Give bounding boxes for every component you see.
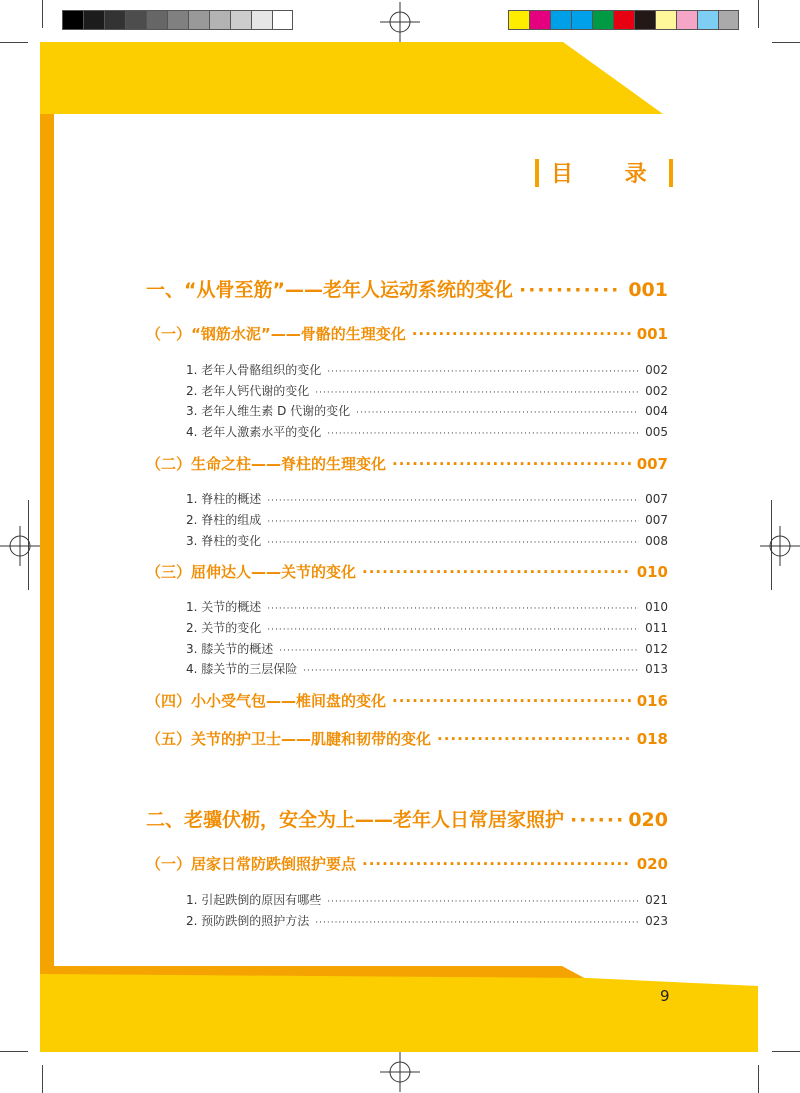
- calibration-swatch: [62, 10, 83, 30]
- toc-label: （二）生命之柱——脊柱的生理变化: [146, 455, 387, 473]
- toc-page: 007: [645, 513, 668, 527]
- toc-label: 二、老骥伏枥，安全为上——老年人日常居家照护: [146, 809, 565, 831]
- registration-mark-right: [760, 526, 800, 566]
- calibration-swatch: [230, 10, 251, 30]
- toc-page: 023: [645, 914, 668, 928]
- leader-dots: [279, 646, 639, 656]
- toc-page: 011: [645, 621, 668, 635]
- page-title: 目 录: [551, 162, 669, 187]
- toc-page: 002: [645, 384, 668, 398]
- toc-page: 020: [636, 855, 668, 873]
- calibration-swatch: [272, 10, 293, 30]
- calibration-swatch: [251, 10, 272, 30]
- crop-mark: [758, 1065, 759, 1093]
- toc-page: 001: [636, 325, 668, 343]
- grayscale-calibration-strip: [62, 10, 293, 30]
- leader-dots: [315, 388, 639, 398]
- calibration-swatch: [188, 10, 209, 30]
- toc-page: 018: [636, 730, 668, 748]
- toc-subsection[interactable]: [146, 728, 668, 749]
- leader-dots: [437, 730, 631, 748]
- toc-label: 3. 老年人维生素 D 代谢的变化: [186, 404, 351, 418]
- leader-dots: [315, 918, 639, 928]
- leader-dots: [267, 517, 639, 527]
- crop-mark: [0, 1051, 28, 1052]
- toc-subsection[interactable]: [146, 853, 668, 874]
- leader-dots: [392, 455, 631, 473]
- calibration-swatch: [83, 10, 104, 30]
- toc-item[interactable]: [186, 511, 668, 528]
- leader-dots: [362, 563, 631, 581]
- toc-page: 010: [636, 563, 668, 581]
- leader-dots: [327, 897, 639, 907]
- toc-page: 007: [645, 492, 668, 506]
- leader-dots: [392, 692, 631, 710]
- leader-dots: [327, 367, 639, 377]
- toc-page: 020: [628, 809, 668, 831]
- bottom-yellow-band: [40, 962, 760, 1054]
- toc-label: 2. 老年人钙代谢的变化: [186, 384, 310, 398]
- toc-item[interactable]: [186, 891, 668, 908]
- toc-subsection[interactable]: [146, 323, 668, 344]
- crop-mark: [772, 42, 800, 43]
- crop-mark: [772, 1051, 800, 1052]
- calibration-swatch: [125, 10, 146, 30]
- title-bracket-right: [669, 159, 673, 187]
- toc-page: 001: [628, 279, 668, 301]
- toc-item[interactable]: [186, 598, 668, 615]
- toc-subsection[interactable]: [146, 690, 668, 711]
- color-calibration-strip: [508, 10, 739, 30]
- leader-dots: [267, 604, 639, 614]
- calibration-swatch: [718, 10, 739, 30]
- calibration-swatch: [209, 10, 230, 30]
- toc-label: （四）小小受气包——椎间盘的变化: [146, 692, 387, 710]
- toc-subsection[interactable]: [146, 561, 668, 582]
- toc-label: 2. 关节的变化: [186, 621, 262, 635]
- toc-page: 010: [645, 600, 668, 614]
- toc-label: （五）关节的护卫士——肌腱和韧带的变化: [146, 730, 432, 748]
- leader-dots: [570, 809, 622, 831]
- leader-dots: [267, 625, 639, 635]
- toc-item[interactable]: [186, 660, 668, 677]
- calibration-swatch: [167, 10, 188, 30]
- page-number: 9: [660, 987, 670, 1005]
- toc-page: 005: [645, 425, 668, 439]
- toc-page: 021: [645, 893, 668, 907]
- toc-label: 1. 关节的概述: [186, 600, 262, 614]
- toc-label: 4. 老年人激素水平的变化: [186, 425, 322, 439]
- calibration-swatch: [571, 10, 592, 30]
- toc-page: 002: [645, 363, 668, 377]
- toc-page: 012: [645, 642, 668, 656]
- crop-mark: [0, 42, 28, 43]
- toc-section-2[interactable]: [146, 805, 668, 832]
- left-orange-band: [40, 42, 54, 1052]
- toc-item[interactable]: [186, 619, 668, 636]
- toc-item[interactable]: [186, 382, 668, 399]
- toc-section-1[interactable]: [146, 275, 668, 302]
- registration-mark-bottom: [380, 1052, 420, 1092]
- toc-item[interactable]: [186, 423, 668, 440]
- toc-label: 一、“从骨至筋”——老年人运动系统的变化: [146, 279, 513, 301]
- calibration-swatch: [104, 10, 125, 30]
- registration-mark-top: [380, 2, 420, 42]
- calibration-swatch: [550, 10, 571, 30]
- leader-dots: [412, 325, 631, 343]
- calibration-swatch: [613, 10, 634, 30]
- top-yellow-band: [40, 42, 680, 116]
- toc-item[interactable]: [186, 640, 668, 657]
- toc-page: 004: [645, 404, 668, 418]
- toc-item[interactable]: [186, 490, 668, 507]
- toc-heading: [535, 157, 673, 188]
- crop-mark: [758, 0, 759, 28]
- toc-label: 3. 膝关节的概述: [186, 642, 274, 656]
- toc-page: 013: [645, 662, 668, 676]
- toc-label: 3. 脊柱的变化: [186, 534, 262, 548]
- toc-label: 1. 引起跌倒的原因有哪些: [186, 893, 322, 907]
- toc-item[interactable]: [186, 532, 668, 549]
- toc-item[interactable]: [186, 361, 668, 378]
- toc-label: 1. 老年人骨骼组织的变化: [186, 363, 322, 377]
- leader-dots: [267, 496, 639, 506]
- leader-dots: [362, 855, 631, 873]
- toc-page: 016: [636, 692, 668, 710]
- calibration-swatch: [634, 10, 655, 30]
- leader-dots: [267, 538, 639, 548]
- toc-label: 4. 膝关节的三层保险: [186, 662, 298, 676]
- toc-page: 008: [645, 534, 668, 548]
- calibration-swatch: [508, 10, 529, 30]
- leader-dots: [327, 429, 639, 439]
- calibration-swatch: [676, 10, 697, 30]
- calibration-swatch: [592, 10, 613, 30]
- toc-label: （一）居家日常防跌倒照护要点: [146, 855, 357, 873]
- registration-mark-left: [0, 526, 40, 566]
- crop-mark: [42, 0, 43, 28]
- toc-label: 1. 脊柱的概述: [186, 492, 262, 506]
- crop-mark: [42, 1065, 43, 1093]
- leader-dots: [519, 279, 622, 301]
- calibration-swatch: [146, 10, 167, 30]
- toc-label: （三）屈伸达人——关节的变化: [146, 563, 357, 581]
- leader-dots: [303, 666, 639, 676]
- toc-label: 2. 预防跌倒的照护方法: [186, 914, 310, 928]
- toc-label: （一）“钢筋水泥”——骨骼的生理变化: [146, 325, 406, 343]
- toc-page: 007: [636, 455, 668, 473]
- calibration-swatch: [697, 10, 718, 30]
- calibration-swatch: [529, 10, 550, 30]
- toc-subsection[interactable]: [146, 453, 668, 474]
- toc-item[interactable]: [186, 402, 668, 419]
- toc-label: 2. 脊柱的组成: [186, 513, 262, 527]
- leader-dots: [356, 408, 639, 418]
- calibration-swatch: [655, 10, 676, 30]
- toc-item[interactable]: [186, 912, 668, 929]
